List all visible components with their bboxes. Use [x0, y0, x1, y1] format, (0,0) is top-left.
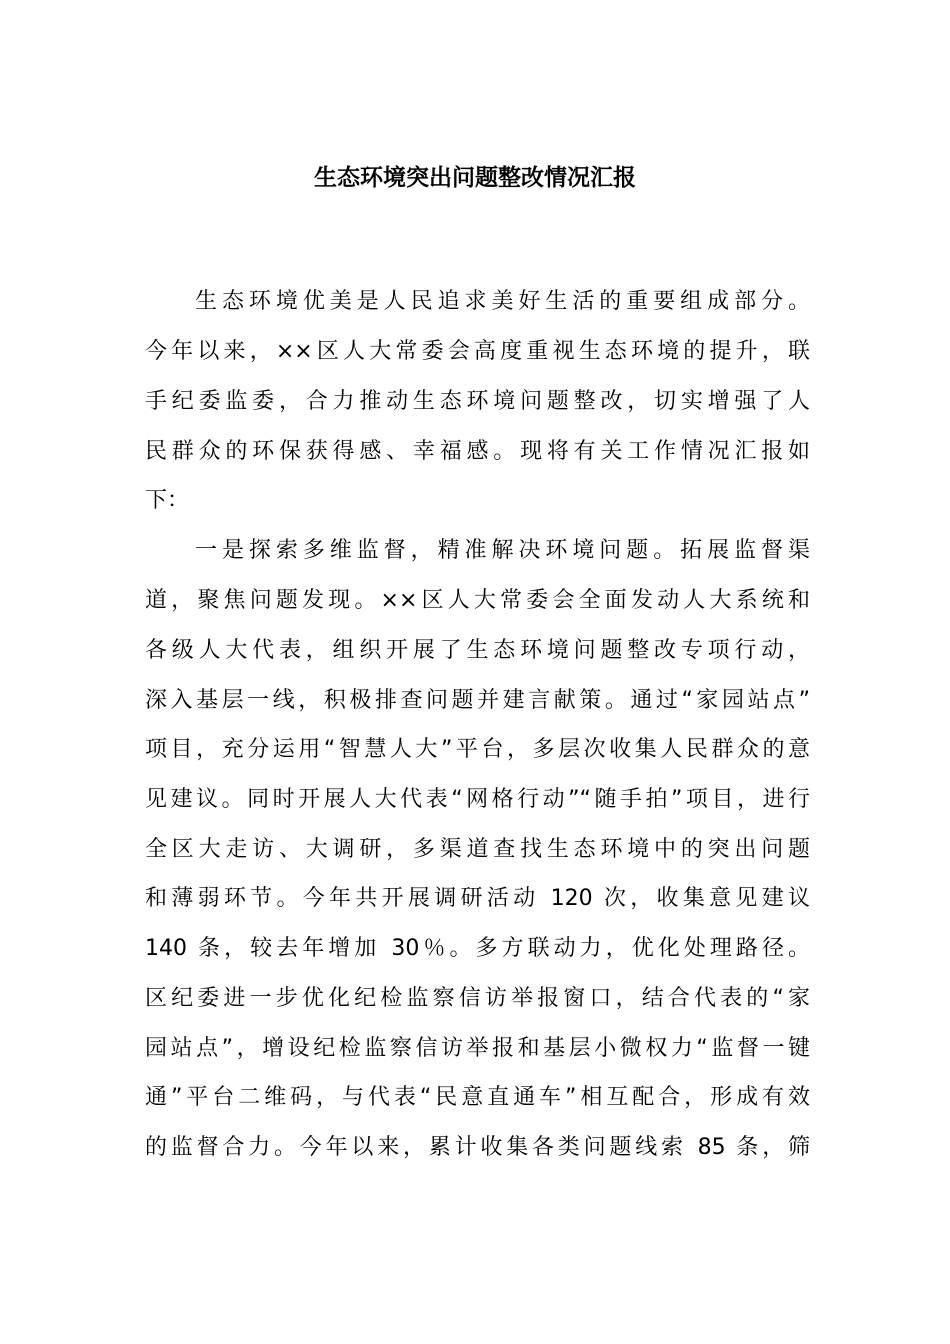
paragraph-1-line-5: 下： — [145, 488, 190, 513]
paragraph-2-line-8: 和薄弱环节。今年共开展调研活动 120 次，收集意见建议 — [145, 886, 810, 911]
paragraph-2-line-4: 深入基层一线，积极排查问题并建言献策。通过“家园站点” — [145, 688, 810, 713]
paragraph-2-line-9: 140 条，较去年增加 30％。多方联动力，优化处理路径。 — [145, 936, 810, 961]
paragraph-2-line-10: 区纪委进一步优化纪检监察信访举报窗口，结合代表的“家 — [145, 986, 810, 1011]
paragraph-2-line-11: 园站点”，增设纪检监察信访举报和基层小微权力“监督一键 — [145, 1036, 810, 1061]
paragraph-1-line-2: 今年以来，××区人大常委会高度重视生态环境的提升，联 — [145, 339, 810, 364]
paragraph-2-line-5: 项目，充分运用“智慧人大”平台，多层次收集人民群众的意 — [145, 737, 810, 762]
paragraph-1-line-1: 生态环境优美是人民追求美好生活的重要组成部分。 — [195, 289, 810, 314]
paragraph-1-line-4: 民群众的环保获得感、幸福感。现将有关工作情况汇报如 — [145, 439, 810, 464]
paragraph-2-line-7: 全区大走访、大调研，多渠道查找生态环境中的突出问题 — [145, 837, 810, 862]
document-title: 生态环境突出问题整改情况汇报 — [314, 165, 636, 191]
paragraph-2-line-13: 的监督合力。今年以来，累计收集各类问题线索 85 条，筛 — [145, 1135, 810, 1160]
paragraph-1-line-3: 手纪委监委，合力推动生态环境问题整改，切实增强了人 — [145, 389, 810, 414]
paragraph-2-line-3: 各级人大代表，组织开展了生态环境问题整改专项行动， — [145, 638, 810, 663]
paragraph-2-line-6: 见建议。同时开展人大代表“网格行动”“随手拍”项目，进行 — [145, 787, 810, 812]
paragraph-2-line-2: 道，聚焦问题发现。××区人大常委会全面发动人大系统和 — [145, 588, 810, 613]
paragraph-2-line-1: 一是探索多维监督，精准解决环境问题。拓展监督渠 — [195, 538, 810, 563]
paragraph-2-line-12: 通”平台二维码，与代表“民意直通车”相互配合，形成有效 — [145, 1085, 810, 1110]
